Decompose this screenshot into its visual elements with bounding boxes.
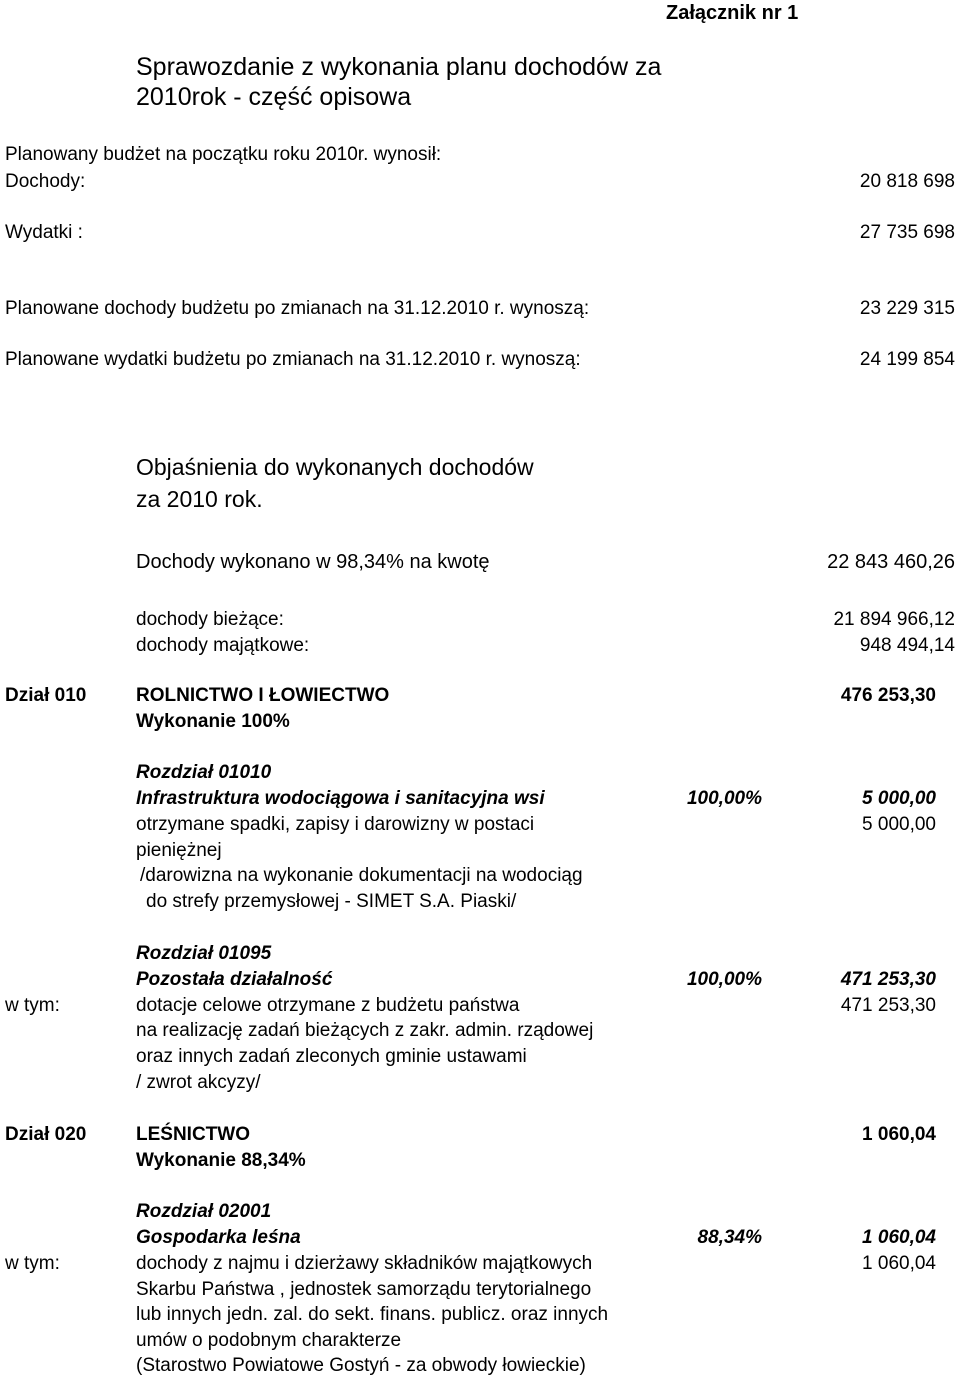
- rozdzial-01095-code: Rozdział 01095: [136, 943, 272, 964]
- rozdzial-02001-line1-value: 1 060,04: [862, 1253, 936, 1274]
- rozdzial-01010-percent: 100,00%: [686, 788, 762, 809]
- plan-changed-expense-value: 24 199 854: [859, 349, 955, 370]
- attachment-label: Załącznik nr 1: [666, 2, 799, 24]
- plan-income-label: Dochody:: [5, 171, 86, 192]
- total-income-value: 22 843 460,26: [827, 551, 955, 573]
- plan-intro: Planowany budżet na początku roku 2010r. wynosił:: [5, 144, 442, 165]
- current-income-value: 21 894 966,12: [833, 609, 955, 630]
- property-income-label: dochody majątkowe:: [136, 635, 310, 656]
- rozdzial-01095-line1: dotacje celowe otrzymane z budżetu państwa: [136, 995, 520, 1016]
- explanations-title-line2: za 2010 rok.: [136, 486, 263, 512]
- total-income-label: Dochody wykonano w 98,34% na kwotę: [136, 551, 490, 573]
- dzial-010-code: Dział 010: [5, 685, 87, 706]
- rozdzial-01095-line1-value: 471 253,30: [840, 995, 936, 1016]
- rozdzial-01095-line4: / zwrot akcyzy/: [136, 1072, 261, 1093]
- plan-changed-expense-label: Planowane wydatki budżetu po zmianach na 31.12.2010 r. wynoszą:: [5, 349, 581, 370]
- rozdzial-01095-percent: 100,00%: [686, 969, 762, 990]
- rozdzial-02001-line3: lub innych jedn. zal. do sekt. finans. publicz. oraz innych: [136, 1304, 609, 1325]
- rozdzial-02001-percent: 88,34%: [697, 1227, 762, 1248]
- rozdzial-01010-value: 5 000,00: [862, 788, 936, 809]
- document-title-line2: 2010rok - część opisowa: [136, 83, 412, 111]
- dzial-010-name: ROLNICTWO I ŁOWIECTWO: [136, 685, 390, 706]
- rozdzial-01010-line1: otrzymane spadki, zapisy i darowizny w postaci: [136, 814, 535, 835]
- document-title-line1: Sprawozdanie z wykonania planu dochodów za: [136, 53, 662, 81]
- property-income-value: 948 494,14: [859, 635, 955, 656]
- rozdzial-02001-line4: umów o podobnym charakterze: [136, 1330, 402, 1351]
- plan-changed-income-value: 23 229 315: [859, 298, 955, 319]
- rozdzial-01010-line2: pieniężnej: [136, 840, 222, 861]
- rozdzial-01095-wtym: w tym:: [5, 995, 60, 1016]
- plan-income-value: 20 818 698: [859, 171, 955, 192]
- rozdzial-01095-name: Pozostała działalność: [136, 969, 333, 990]
- rozdzial-02001-wtym: w tym:: [5, 1253, 60, 1274]
- dzial-020-value: 1 060,04: [862, 1124, 936, 1145]
- plan-expense-value: 27 735 698: [859, 222, 955, 243]
- rozdzial-02001-value: 1 060,04: [862, 1227, 936, 1248]
- rozdzial-02001-name: Gospodarka leśna: [136, 1227, 301, 1248]
- dzial-010-value: 476 253,30: [840, 685, 936, 706]
- dzial-020-name: LEŚNICTWO: [136, 1124, 250, 1145]
- rozdzial-01095-value: 471 253,30: [840, 969, 936, 990]
- explanations-title-line1: Objaśnienia do wykonanych dochodów: [136, 454, 534, 480]
- rozdzial-02001-line5: (Starostwo Powiatowe Gostyń - za obwody łowieckie): [136, 1355, 586, 1376]
- rozdzial-01095-line3: oraz innych zadań zleconych gminie ustawami: [136, 1046, 527, 1067]
- dzial-010-execution: Wykonanie 100%: [136, 711, 290, 732]
- rozdzial-01010-code: Rozdział 01010: [136, 762, 272, 783]
- rozdzial-02001-code: Rozdział 02001: [136, 1201, 272, 1222]
- plan-expense-label: Wydatki :: [5, 222, 83, 243]
- current-income-label: dochody bieżące:: [136, 609, 284, 630]
- rozdzial-01010-line4: do strefy przemysłowej - SIMET S.A. Piaski/: [146, 891, 517, 912]
- plan-changed-income-label: Planowane dochody budżetu po zmianach na 31.12.2010 r. wynoszą:: [5, 298, 590, 319]
- dzial-020-code: Dział 020: [5, 1124, 87, 1145]
- rozdzial-01095-line2: na realizację zadań bieżących z zakr. admin. rządowej: [136, 1020, 594, 1041]
- rozdzial-02001-line2: Skarbu Państwa , jednostek samorządu terytorialnego: [136, 1279, 592, 1300]
- dzial-020-execution: Wykonanie 88,34%: [136, 1150, 306, 1171]
- rozdzial-01010-line3: /darowizna na wykonanie dokumentacji na wodociąg: [140, 865, 583, 886]
- rozdzial-01010-name: Infrastruktura wodociągowa i sanitacyjna wsi: [136, 788, 545, 809]
- rozdzial-01010-line1-value: 5 000,00: [862, 814, 936, 835]
- rozdzial-02001-line1: dochody z najmu i dzierżawy składników majątkowych: [136, 1253, 593, 1274]
